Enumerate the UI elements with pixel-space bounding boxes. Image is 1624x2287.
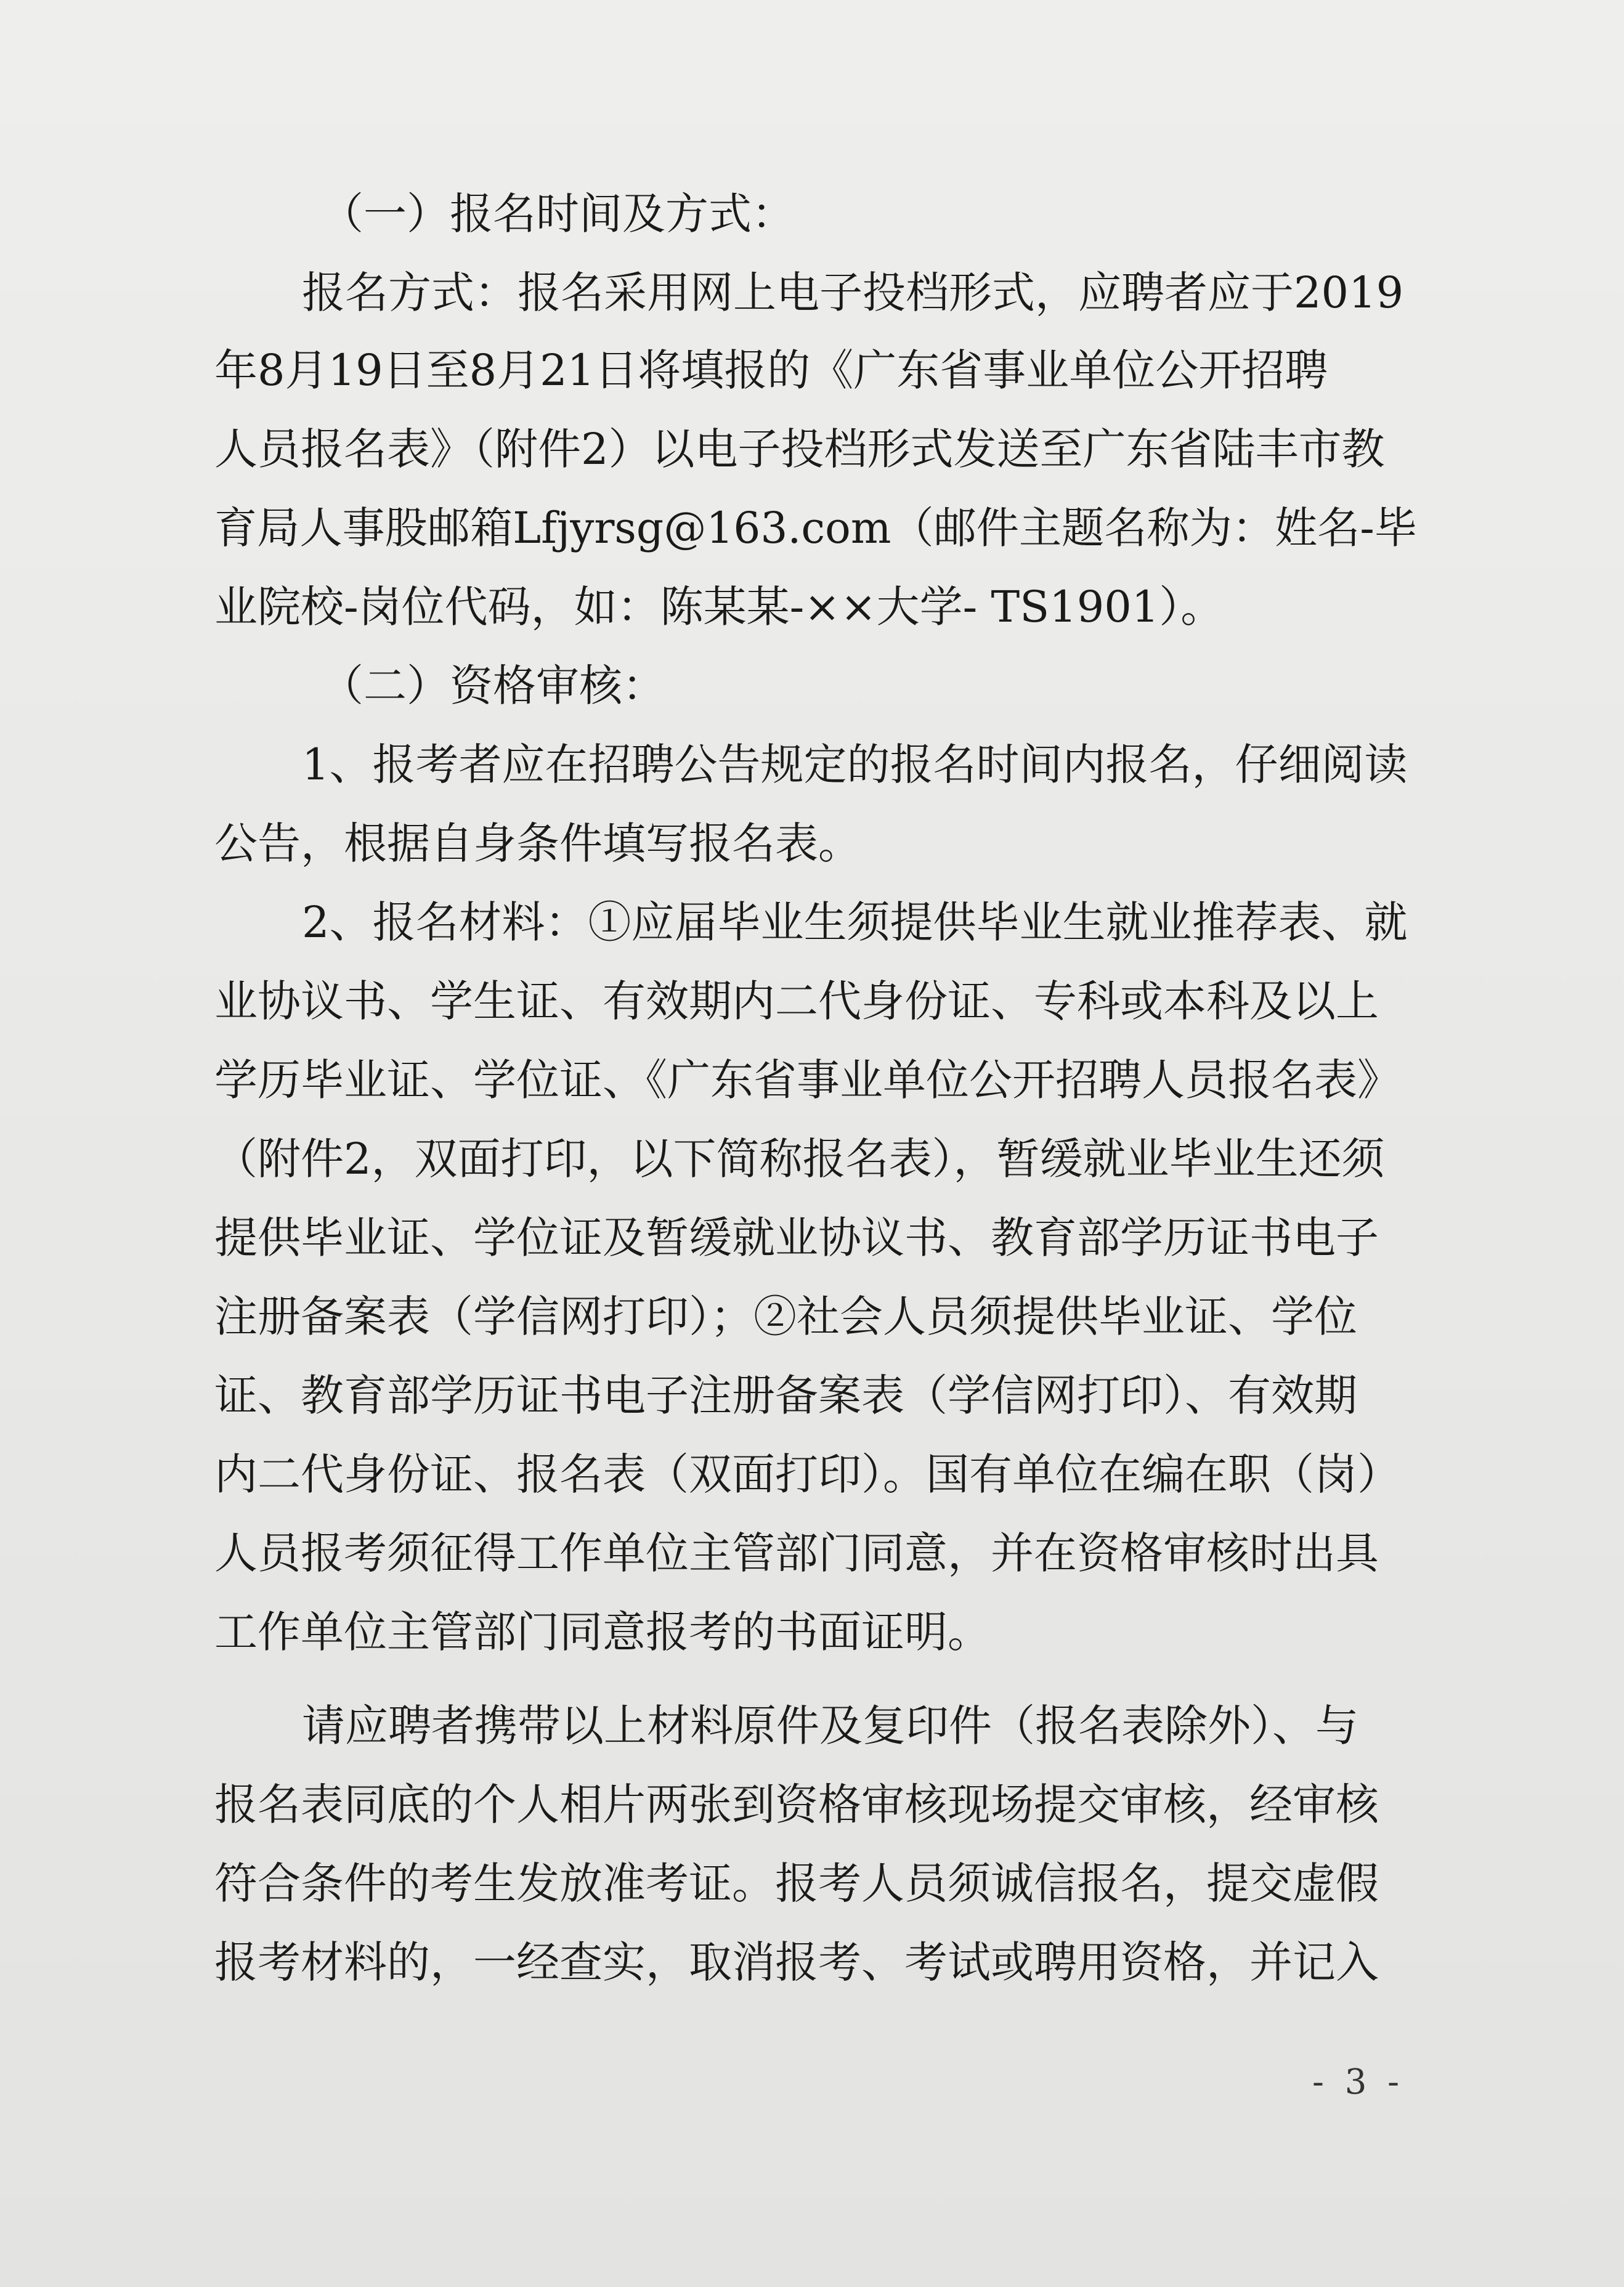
paragraph-line: （附件2，双面打印，以下简称报名表），暂缓就业毕业生还须	[214, 1134, 1385, 1184]
paragraph-line: 育局人事股邮箱Lfjyrsg@163.com（邮件主题名称为：姓名-毕	[214, 503, 1417, 553]
paragraph-line: 内二代身份证、报名表（双面打印）。国有单位在编在职（岗）	[214, 1449, 1400, 1500]
paragraph-line: 请应聘者携带以上材料原件及复印件（报名表除外）、与	[302, 1700, 1358, 1751]
page-number: - 3 -	[1312, 2062, 1405, 2102]
paragraph-line: 报考材料的，一经查实，取消报考、考试或聘用资格，并记入	[214, 1937, 1379, 1988]
paragraph-line: 报名方式：报名采用网上电子投档形式，应聘者应于2019	[302, 267, 1404, 318]
paragraph-line: 人员报名表》（附件2）以电子投档形式发送至广东省陆丰市教	[214, 424, 1385, 474]
section-heading-review: （二）资格审核：	[320, 660, 665, 711]
section-heading-registration: （一）报名时间及方式：	[320, 189, 795, 239]
paragraph-line: 证、教育部学历证书电子注册备案表（学信网打印）、有效期	[214, 1370, 1357, 1421]
paragraph-line: 提供毕业证、学位证及暂缓就业协议书、教育部学历证书电子	[214, 1213, 1379, 1263]
paragraph-line: 人员报考须征得工作单位主管部门同意，并在资格审核时出具	[214, 1528, 1379, 1578]
paragraph-line: 符合条件的考生发放准考证。报考人员须诚信报名，提交虚假	[214, 1858, 1379, 1909]
paragraph-line: 公告，根据自身条件填写报名表。	[214, 818, 861, 869]
paragraph-line: 工作单位主管部门同意报考的书面证明。	[214, 1607, 991, 1657]
paragraph-line: 报名表同底的个人相片两张到资格审核现场提交审核，经审核	[214, 1779, 1379, 1830]
paragraph-line: 1、报考者应在招聘公告规定的报名时间内报名，仔细阅读	[302, 739, 1408, 790]
paragraph-line: 年8月19日至8月21日将填报的《广东省事业单位公开招聘	[214, 345, 1328, 396]
paragraph-line: 注册备案表（学信网打印）；②社会人员须提供毕业证、学位	[214, 1291, 1357, 1342]
paragraph-line: 业院校-岗位代码，如：陈某某-××大学- TS1901）。	[214, 582, 1224, 632]
paragraph-line: 2、报名材料：①应届毕业生须提供毕业生就业推荐表、就	[302, 897, 1408, 948]
paragraph-line: 学历毕业证、学位证、《广东省事业单位公开招聘人员报名表》	[214, 1055, 1400, 1105]
paragraph-line: 业协议书、学生证、有效期内二代身份证、专科或本科及以上	[214, 976, 1379, 1026]
